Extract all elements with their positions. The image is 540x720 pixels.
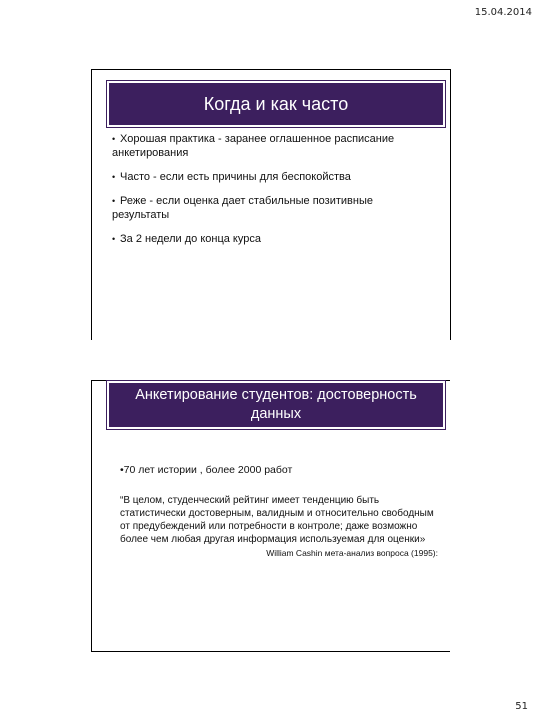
page-date: 15.04.2014 <box>474 7 532 18</box>
quote-citation: William Cashin мета-анализ вопроса (1995): <box>266 548 438 558</box>
bullet-icon: • <box>112 134 116 144</box>
slide-student-surveys <box>91 380 450 652</box>
list-item: • Реже - если оценка дает стабильные позитивные результаты <box>112 195 373 221</box>
history-point: •70 лет истории , более 2000 работ <box>120 464 293 476</box>
quote-text: “В целом, студенческий рейтинг имеет тенденцию быть статистически достоверным, валидным и относительно свободным от предубеждений или потребности в контроле; даже возможно более чем любая другая информация используемая для оценки» <box>120 495 434 545</box>
bullet-icon: • <box>112 172 116 182</box>
list-item: • Хорошая практика - заранее оглашенное расписание анкетирования <box>112 133 395 159</box>
slide-content <box>120 464 438 558</box>
slide-title: Анкетирование студентов: достоверность данных <box>107 381 445 429</box>
page-number: 51 <box>515 701 528 712</box>
slide-title: Когда и как часто <box>107 81 445 127</box>
bullet-icon: • <box>112 196 116 206</box>
bullet-icon: • <box>112 234 116 244</box>
list-item: • За 2 недели до конца курса <box>112 233 261 245</box>
slide-when-how-often <box>91 69 451 340</box>
list-item: • Часто - если есть причины для беспокойства <box>112 171 351 183</box>
bullet-list <box>112 132 432 256</box>
